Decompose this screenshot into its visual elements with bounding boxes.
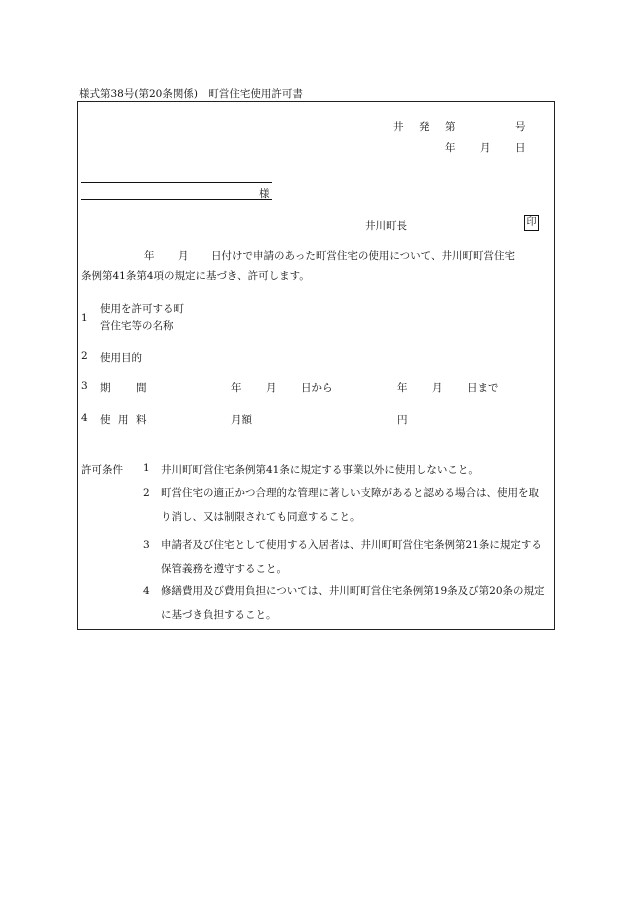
addressee-line-2	[81, 199, 272, 200]
body-year: 年	[144, 250, 155, 262]
issue-prefix-3: 第	[445, 121, 456, 133]
issue-prefix-1: 井	[393, 121, 404, 133]
item4-monthly: 月額	[231, 414, 252, 426]
condition1-text: 井川町町営住宅条例第41条に規定する事業以外に使用しないこと。	[161, 464, 479, 476]
item4-label-c: 料	[136, 414, 147, 426]
conditions-heading: 許可条件	[81, 464, 123, 476]
date-month: 月	[480, 142, 491, 154]
condition4-text: 修繕費用及び費用負担については、井川町町営住宅条例第19条及び第20条の規定に基づき負担すること。	[161, 585, 545, 621]
item3-to-month: 月	[432, 382, 443, 394]
issue-prefix-2: 発	[419, 121, 430, 133]
item1-label-line1: 使用を許可する町	[100, 303, 184, 315]
condition2-text: 町営住宅の適正かつ合理的な管理に著しい支障があると認める場合は、使用を取り消し、又は制限されても同意すること。	[161, 487, 539, 523]
condition3-number: 3	[143, 539, 150, 551]
condition1-number: 1	[143, 462, 150, 474]
item3-to-year: 年	[397, 382, 408, 394]
body-line2: 条例第41条第4項の規定に基づき、許可します。	[81, 270, 310, 282]
issue-number-suffix: 号	[515, 121, 526, 133]
date-year: 年	[445, 142, 456, 154]
condition3-text: 申請者及び住宅として使用する入居者は、井川町町営住宅条例第21条に規定する保管義務を遵守すること。	[161, 539, 542, 575]
body-line1: 日付けで申請のあった町営住宅の使用について、井川町町営住宅	[211, 250, 515, 262]
item3-label-b: 間	[136, 382, 147, 394]
item3-label-a: 期	[100, 382, 111, 394]
issuer-name: 井川町長	[365, 220, 407, 232]
condition4-number: 4	[143, 585, 150, 597]
item3-from-day: 日から	[301, 382, 333, 394]
item4-number: 4	[81, 412, 88, 424]
item3-to-day: 日まで	[467, 382, 499, 394]
item3-from-year: 年	[231, 382, 242, 394]
item2-number: 2	[81, 350, 88, 362]
addressee-line-1	[81, 182, 272, 183]
seal-mark: 印	[524, 215, 539, 231]
item4-label-b: 用	[118, 414, 129, 426]
item1-label-line2: 営住宅等の名称	[100, 320, 174, 332]
item2-label: 使用目的	[100, 352, 142, 364]
form-title: 様式第38号(第20条関係) 町営住宅使用許可書	[79, 88, 303, 100]
addressee-honorific: 様	[259, 188, 270, 200]
item1-number: 1	[81, 312, 88, 324]
item3-from-month: 月	[266, 382, 277, 394]
body-month: 月	[178, 250, 189, 262]
condition2-number: 2	[143, 487, 150, 499]
date-day: 日	[515, 142, 526, 154]
item4-label-a: 使	[100, 414, 111, 426]
item4-yen: 円	[397, 414, 408, 426]
item3-number: 3	[81, 380, 88, 392]
